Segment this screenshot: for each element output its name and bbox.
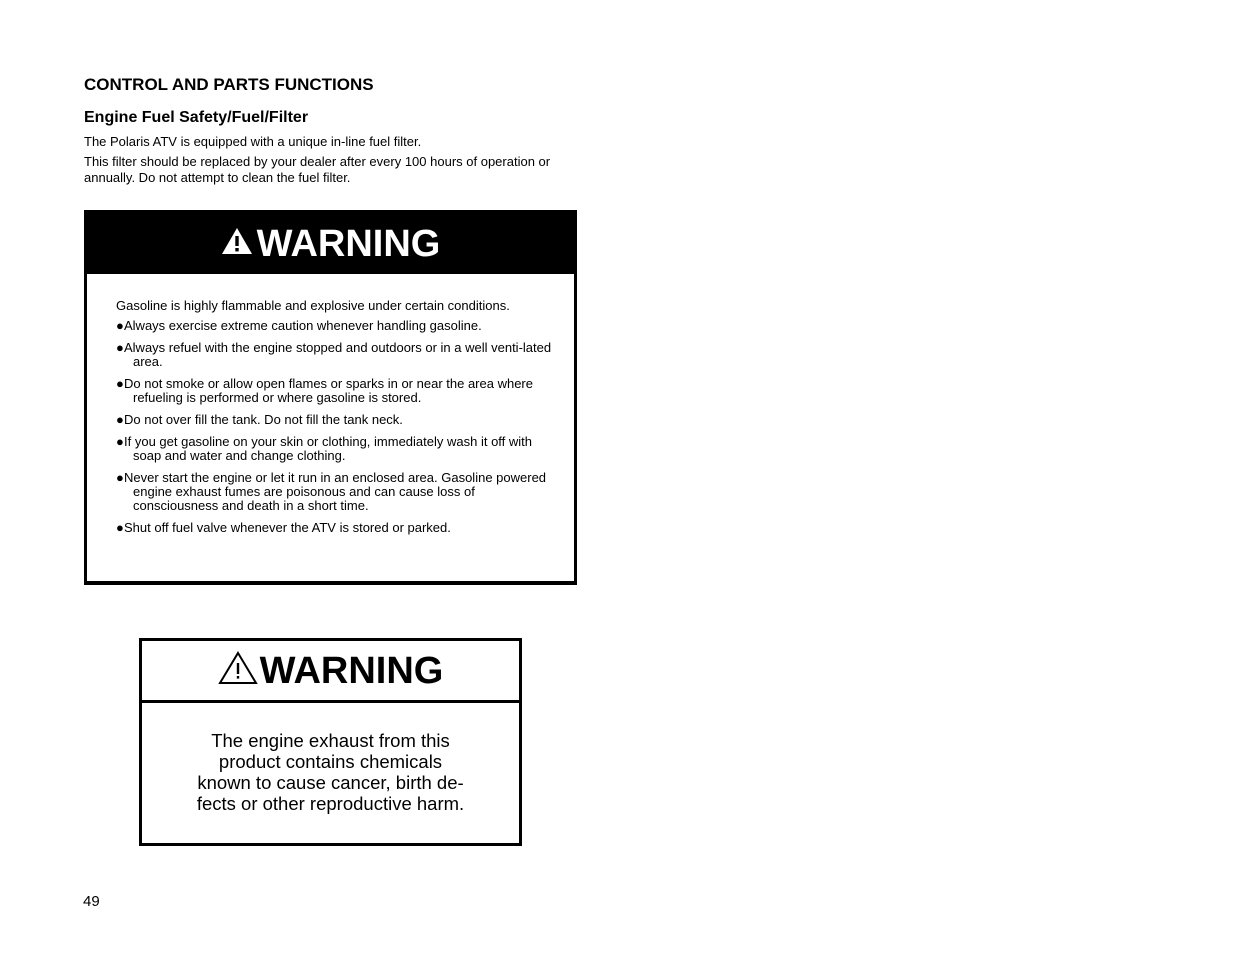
list-item	[116, 413, 561, 427]
gasoline-warning-title: WARNING	[256, 222, 441, 265]
list-item	[116, 471, 561, 513]
bullet: ●	[116, 470, 124, 485]
subheading: Engine Fuel Safety/Fuel/Filter	[84, 109, 309, 126]
bullet: ●	[116, 318, 124, 333]
list-item-text: Always exercise extreme caution whenever handling gasoline.	[124, 318, 482, 333]
paragraph-fuel-filter: The Polaris ATV is equipped with a unique in-line fuel filter.	[84, 134, 422, 149]
page-number: 49	[83, 893, 100, 910]
list-item	[116, 521, 561, 535]
list-item-text: Do not smoke or allow open flames or sparks in or near the area where refueling is performed or where gasoline is stored.	[124, 376, 533, 405]
list-item	[116, 435, 561, 463]
exhaust-warning-line: fects or other reproductive harm.	[196, 793, 465, 814]
gasoline-warning-box	[84, 210, 577, 585]
list-item-text: Never start the engine or let it run in an enclosed area. Gasoline powered engine exhaust fumes are poisonous and can cause loss of consciousness and death in a short time.	[124, 470, 547, 513]
exhaust-warning-body	[142, 730, 519, 814]
exhaust-warning-box	[139, 638, 522, 846]
list-item	[116, 377, 561, 405]
list-item-text: Do not over fill the tank. Do not fill the tank neck.	[124, 412, 403, 427]
bullet: ●	[116, 434, 124, 449]
exhaust-warning-line: The engine exhaust from this	[211, 730, 450, 751]
paragraph-filter-replacement: This filter should be replaced by your dealer after every 100 hours of operation or annually. Do not attempt to clean the fuel filter.	[84, 154, 551, 185]
list-item-text: Shut off fuel valve whenever the ATV is stored or parked.	[124, 520, 451, 535]
gasoline-warning-body	[116, 299, 561, 543]
warning-triangle-icon	[221, 227, 253, 260]
warning-triangle-outline-icon	[218, 651, 258, 690]
section-heading: CONTROL AND PARTS FUNCTIONS	[84, 75, 374, 94]
bullet: ●	[116, 340, 124, 355]
exhaust-warning-title: WARNING	[259, 649, 444, 692]
list-item-text: Always refuel with the engine stopped and outdoors or in a well venti-lated area.	[124, 340, 552, 369]
exhaust-warning-header	[142, 641, 519, 703]
list-item	[116, 319, 561, 333]
gasoline-warning-header	[87, 213, 574, 274]
gasoline-warning-list	[116, 319, 561, 535]
exhaust-warning-line: product contains chemicals	[218, 751, 443, 772]
list-item-text: If you get gasoline on your skin or clothing, immediately wash it off with soap and water and change clothing.	[124, 434, 533, 463]
gasoline-warning-intro: Gasoline is highly flammable and explosive under certain conditions.	[116, 298, 510, 313]
bullet: ●	[116, 412, 124, 427]
bullet: ●	[116, 520, 124, 535]
list-item	[116, 341, 561, 369]
exhaust-warning-line: known to cause cancer, birth de-	[197, 772, 464, 793]
bullet: ●	[116, 376, 124, 391]
